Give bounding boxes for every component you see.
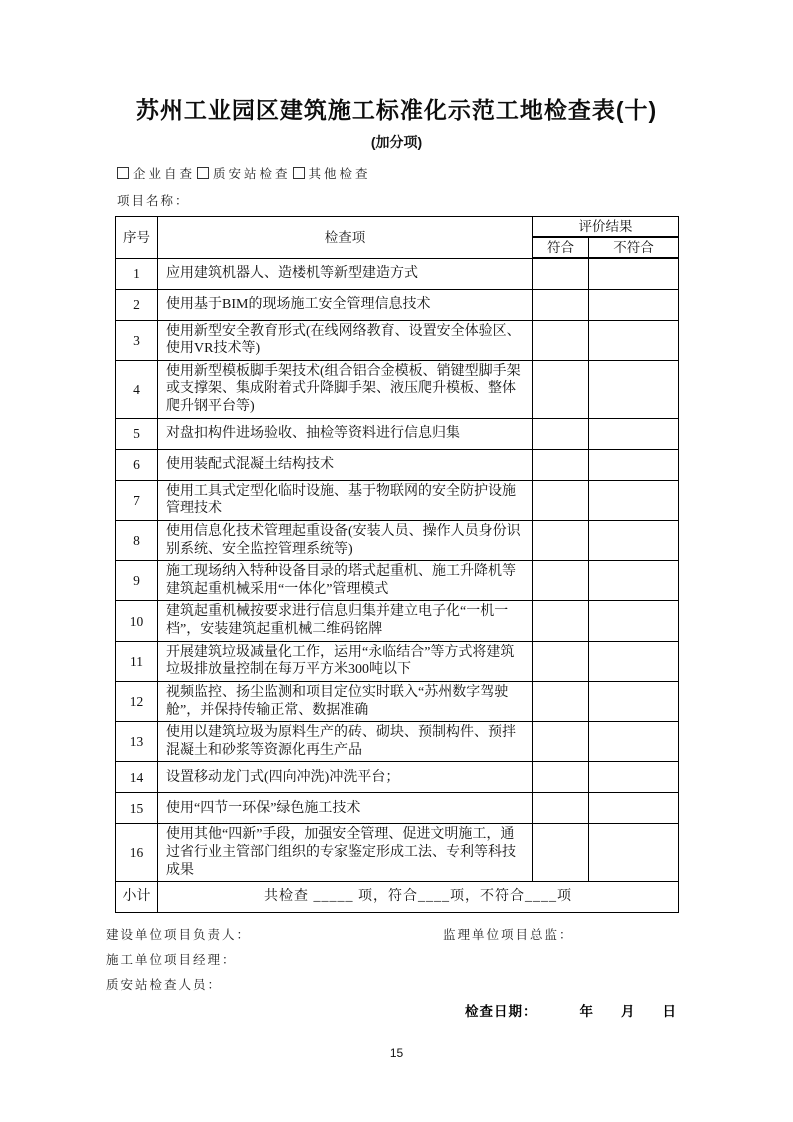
table-row xyxy=(116,561,679,601)
checkbox-icon[interactable] xyxy=(117,167,129,179)
row-text: 使用其他“四新”手段，加强安全管理、促进文明施工，通过省行业主管部门组织的专家鉴定形成工法、专利等科技成果 xyxy=(158,824,533,882)
subtotal-label: 小计 xyxy=(116,882,158,913)
pass-cell[interactable] xyxy=(533,418,589,449)
fail-cell[interactable] xyxy=(589,681,679,721)
signature-line-1 xyxy=(106,925,793,941)
fail-cell[interactable] xyxy=(589,289,679,320)
table-row xyxy=(116,722,679,762)
pass-cell[interactable] xyxy=(533,641,589,681)
table-row xyxy=(116,360,679,418)
row-no: 1 xyxy=(116,258,158,289)
project-name-label: 项目名称： xyxy=(117,194,190,208)
pass-cell[interactable] xyxy=(533,360,589,418)
page-number: 15 xyxy=(389,1046,404,1060)
signature-inspector-label: 质安站检查人员： xyxy=(106,978,223,993)
checkbox-enterprise-self-check[interactable] xyxy=(117,164,195,182)
row-text: 使用“四节一环保”绿色施工技术 xyxy=(158,793,533,824)
row-text: 使用工具式定型化临时设施、基于物联网的安全防护设施管理技术 xyxy=(158,480,533,520)
checkbox-label: 其他检查 xyxy=(308,167,371,181)
checkbox-other-check[interactable] xyxy=(293,164,371,182)
date-label: 检查日期： xyxy=(465,1004,538,1020)
pass-cell[interactable] xyxy=(533,824,589,882)
row-text: 施工现场纳入特种设备目录的塔式起重机、施工升降机等建筑起重机械采用“一体化”管理模式 xyxy=(158,561,533,601)
signature-contractor-label: 施工单位项目经理： xyxy=(106,953,237,968)
pass-cell[interactable] xyxy=(533,722,589,762)
row-text: 建筑起重机械按要求进行信息归集并建立电子化“一机一档”，安装建筑起重机械二维码铭牌 xyxy=(158,601,533,641)
subtotal-text: 共检查 _____ 项，符合____项，不符合____项 xyxy=(158,882,679,913)
pass-cell[interactable] xyxy=(533,762,589,793)
row-text: 使用信息化技术管理起重设备(安装人员、操作人员身份识别系统、安全监控管理系统等) xyxy=(158,520,533,560)
header-item: 检查项 xyxy=(158,217,533,259)
header-result: 评价结果 xyxy=(533,217,679,238)
row-text: 使用装配式混凝土结构技术 xyxy=(158,449,533,480)
fail-cell[interactable] xyxy=(589,258,679,289)
fail-cell[interactable] xyxy=(589,520,679,560)
fail-cell[interactable] xyxy=(589,449,679,480)
row-no: 15 xyxy=(116,793,158,824)
row-no: 12 xyxy=(116,681,158,721)
table-row xyxy=(116,449,679,480)
fail-cell[interactable] xyxy=(589,824,679,882)
checkbox-icon[interactable] xyxy=(293,167,305,179)
row-no: 4 xyxy=(116,360,158,418)
fail-cell[interactable] xyxy=(589,722,679,762)
checkbox-label: 企业自查 xyxy=(133,167,196,181)
table-row xyxy=(116,480,679,520)
row-no: 9 xyxy=(116,561,158,601)
pass-cell[interactable] xyxy=(533,681,589,721)
row-text: 使用以建筑垃圾为原料生产的砖、砌块、预制构件、预拌混凝土和砂浆等资源化再生产品 xyxy=(158,722,533,762)
fail-cell[interactable] xyxy=(589,793,679,824)
checkbox-label: 质安站检查 xyxy=(213,167,291,181)
row-no: 13 xyxy=(116,722,158,762)
row-no: 5 xyxy=(116,418,158,449)
row-text: 使用新型模板脚手架技术(组合铝合金模板、销键型脚手架或支撑架、集成附着式升降脚手架、液压爬升模板、整体爬升钢平台等) xyxy=(158,360,533,418)
fail-cell[interactable] xyxy=(589,418,679,449)
signature-builder-label: 建设单位项目负责人： xyxy=(106,928,252,943)
fail-cell[interactable] xyxy=(589,320,679,360)
row-text: 使用基于BIM的现场施工安全管理信息技术 xyxy=(158,289,533,320)
header-fail: 不符合 xyxy=(589,237,679,258)
header-no: 序号 xyxy=(116,217,158,259)
table-row xyxy=(116,641,679,681)
table-row xyxy=(116,520,679,560)
signature-line-3 xyxy=(106,975,793,991)
row-no: 6 xyxy=(116,449,158,480)
inspection-type-checkbox-group xyxy=(117,164,793,182)
table-row xyxy=(116,320,679,360)
fail-cell[interactable] xyxy=(589,601,679,641)
pass-cell[interactable] xyxy=(533,520,589,560)
row-no: 16 xyxy=(116,824,158,882)
row-no: 11 xyxy=(116,641,158,681)
pass-cell[interactable] xyxy=(533,258,589,289)
date-year-label: 年 xyxy=(579,1004,594,1020)
header-pass: 符合 xyxy=(533,237,589,258)
subtotal-row xyxy=(116,882,679,913)
table-row xyxy=(116,824,679,882)
row-no: 2 xyxy=(116,289,158,320)
pass-cell[interactable] xyxy=(533,480,589,520)
fail-cell[interactable] xyxy=(589,561,679,601)
pass-cell[interactable] xyxy=(533,793,589,824)
pass-cell[interactable] xyxy=(533,449,589,480)
row-no: 8 xyxy=(116,520,158,560)
row-text: 应用建筑机器人、造楼机等新型建造方式 xyxy=(158,258,533,289)
pass-cell[interactable] xyxy=(533,561,589,601)
table-row xyxy=(116,601,679,641)
pass-cell[interactable] xyxy=(533,601,589,641)
page-title: 苏州工业园区建筑施工标准化示范工地检查表(十) xyxy=(135,97,658,123)
table-row xyxy=(116,418,679,449)
fail-cell[interactable] xyxy=(589,480,679,520)
row-text: 使用新型安全教育形式(在线网络教育、设置安全体验区、使用VR技术等) xyxy=(158,320,533,360)
signature-block xyxy=(0,925,793,1020)
row-no: 14 xyxy=(116,762,158,793)
date-month-label: 月 xyxy=(621,1004,636,1020)
table-row xyxy=(116,289,679,320)
fail-cell[interactable] xyxy=(589,641,679,681)
row-no: 3 xyxy=(116,320,158,360)
row-text: 对盘扣构件进场验收、抽检等资料进行信息归集 xyxy=(158,418,533,449)
checkbox-icon[interactable] xyxy=(197,167,209,179)
checkbox-quality-station-check[interactable] xyxy=(197,164,291,182)
signature-line-2 xyxy=(106,950,793,966)
signature-supervisor-label: 监理单位项目总监： xyxy=(443,928,574,943)
table-row xyxy=(116,681,679,721)
table-row xyxy=(116,762,679,793)
inspection-table xyxy=(115,216,679,913)
page-subtitle: (加分项) xyxy=(370,134,423,150)
fail-cell[interactable] xyxy=(589,360,679,418)
fail-cell[interactable] xyxy=(589,762,679,793)
pass-cell[interactable] xyxy=(533,320,589,360)
row-text: 开展建筑垃圾减量化工作，运用“永临结合”等方式将建筑垃圾排放量控制在每万平方米300吨以下 xyxy=(158,641,533,681)
row-no: 7 xyxy=(116,480,158,520)
row-text: 视频监控、扬尘监测和项目定位实时联入“苏州数字驾驶舱”，并保持传输正常、数据准确 xyxy=(158,681,533,721)
date-day-label: 日 xyxy=(662,1004,677,1020)
table-row xyxy=(116,793,679,824)
pass-cell[interactable] xyxy=(533,289,589,320)
row-no: 10 xyxy=(116,601,158,641)
table-row xyxy=(116,258,679,289)
row-text: 设置移动龙门式(四向冲洗)冲洗平台； xyxy=(158,762,533,793)
inspection-date-line xyxy=(465,1000,793,1020)
